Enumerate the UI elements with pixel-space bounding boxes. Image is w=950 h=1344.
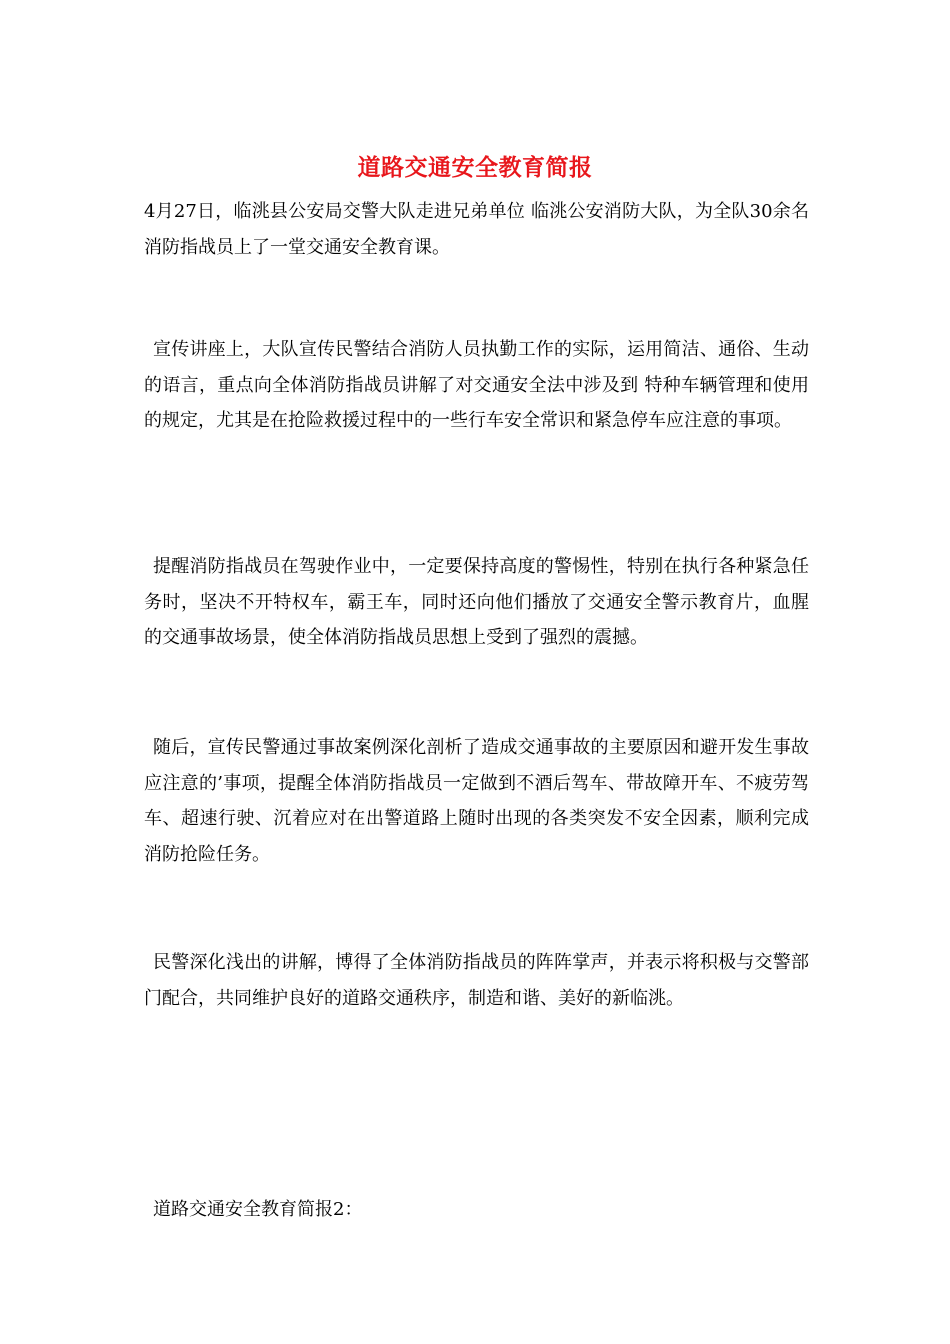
- paragraph-lecture: 宣传讲座上，大队宣传民警结合消防人员执勤工作的实际，运用简洁、通俗、生动的语言，重点向全体消防指战员讲解了对交通安全法中涉及到 特种车辆管理和使用的规定，尤其是在抢险救援过程中的一些行车安全常识和紧急停车应注意的事项。: [144, 339, 809, 431]
- paragraph-case-analysis: 随后，宣传民警通过事故案例深化剖析了造成交通事故的主要原因和避开发生事故应注意的’事项，提醒全体消防指战员一定做到不酒后驾车、带故障开车、不疲劳驾车、超速行驶、沉着应对在出警道路上随时出现的各类突发不安全因素，顺利完成消防抢险任务。: [144, 737, 809, 865]
- document-title: 道路交通安全教育简报: [357, 154, 593, 181]
- paragraph-conclusion: 民警深化浅出的讲解，博得了全体消防指战员的阵阵掌声，并表示将积极与交警部门配合，共同维护良好的道路交通秩序，制造和谐、美好的新临洮。: [144, 952, 809, 1009]
- section-heading-2: 道路交通安全教育简报2：: [153, 1199, 363, 1220]
- paragraph-reminder: 提醒消防指战员在驾驶作业中，一定要保持高度的警惕性，特别在执行各种紧急任务时，坚决不开特权车，霸王车，同时还向他们播放了交通安全警示教育片，血腥的交通事故场景，使全体消防指战员思想上受到了强烈的震撼。: [144, 556, 809, 648]
- paragraph-intro: 4月27日，临洮县公安局交警大队走进兄弟单位 临洮公安消防大队，为全队30余名消防指战员上了一堂交通安全教育课。: [144, 201, 809, 258]
